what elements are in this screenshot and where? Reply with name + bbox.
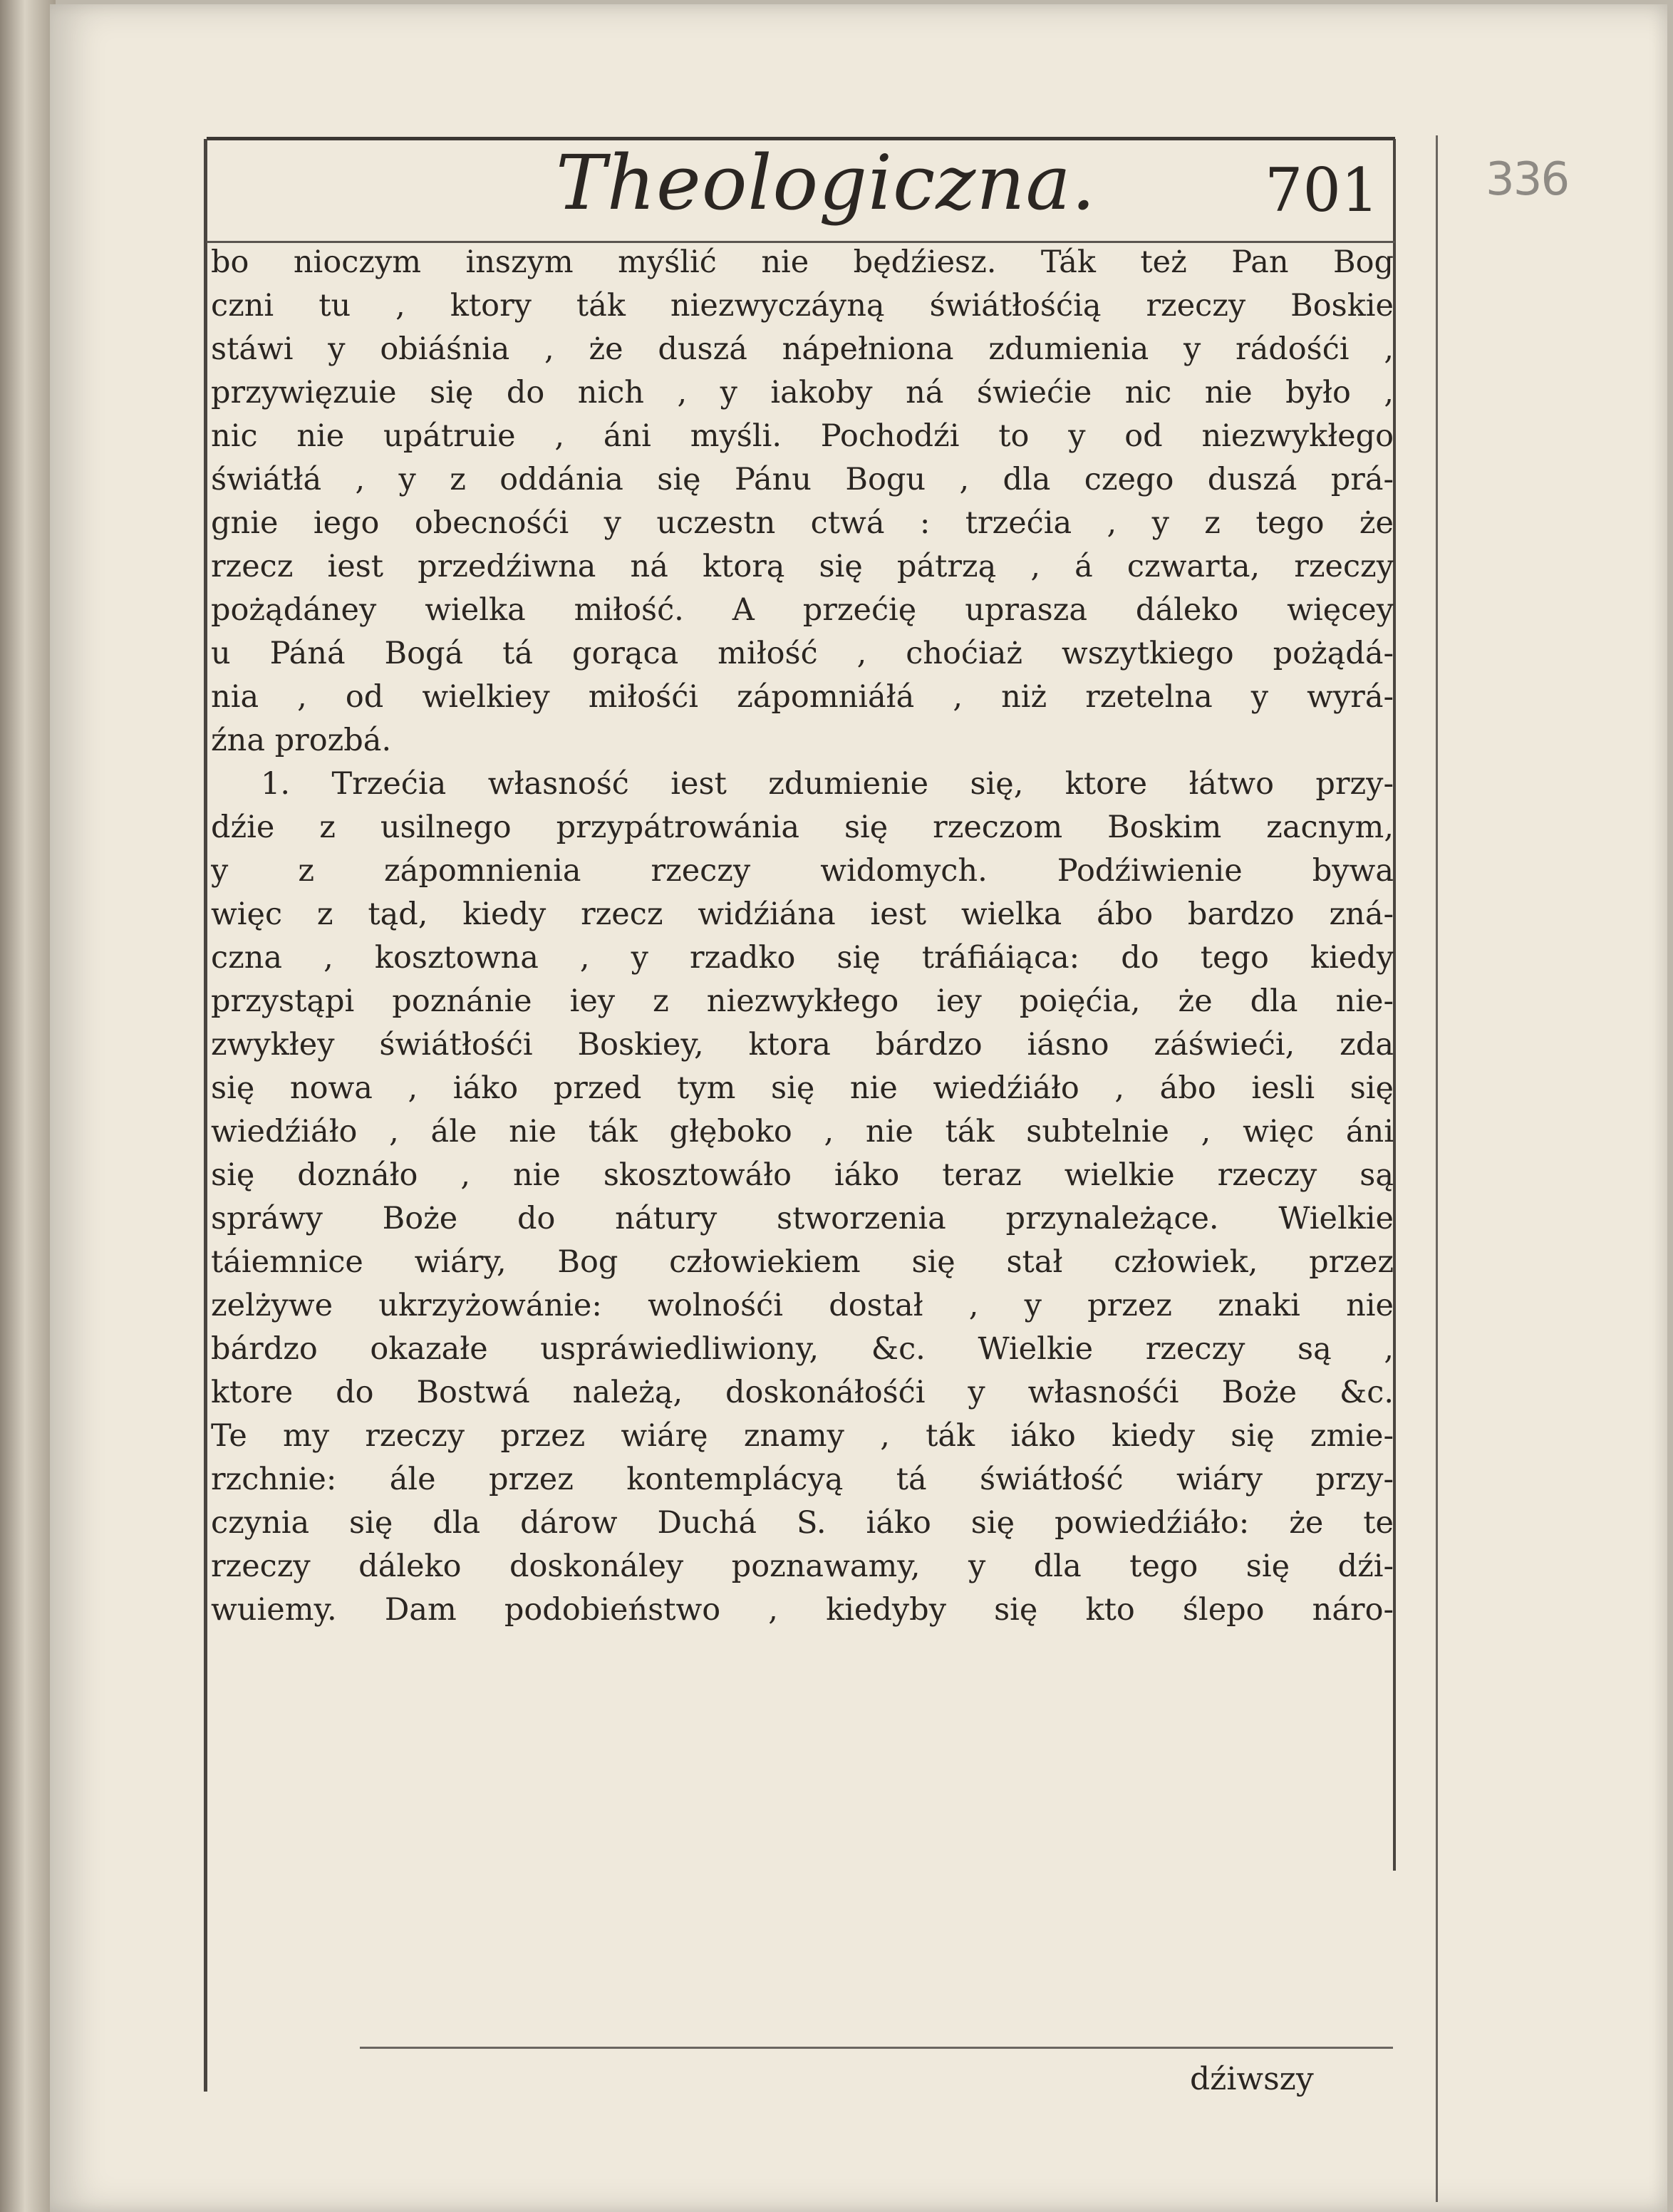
text-line: przywięzuie się do nich , y iakoby ná świećie nic nie było , [211,375,1394,410]
text-line: zelżywe ukrzyżowánie: wolnośći dostał , y przez znaki nie [211,1288,1394,1323]
text-line: się doznáło , nie skosztowáło iáko teraz wielkie rzeczy są [211,1157,1394,1193]
text-line: wiedźiáło , ále nie ták głęboko , nie ták subtelnie , więc áni [211,1114,1394,1149]
text-line: czni tu , ktory ták niezwyczáyną świátłośćią rzeczy Boskie [211,288,1394,324]
text-line: przystąpi poznánie iey z niezwykłego iey poięćia, że dla nie- [211,983,1394,1019]
text-line: stáwi y obiáśnia , że duszá nápełniona zdumienia y rádośći , [211,331,1394,367]
text-line: rzeczy dáleko doskonáley poznawamy, y dla tego się dźi- [211,1549,1394,1584]
pencil-folio-number: 336 [1486,153,1569,206]
text-line: rzecz iest przedźiwna ná ktorą się pátrzą , á czwarta, rzeczy [211,549,1394,584]
text-line: czynia się dla dárow Duchá S. iáko się powiedźiáło: że te [211,1505,1394,1541]
text-line: czna , kosztowna , y rzadko się tráfiáiąca: do tego kiedy [211,940,1394,976]
text-line: bárdzo okazałe uspráwiedliwiony, &c. Wielkie rzeczy są , [211,1331,1394,1367]
text-line: táiemnice wiáry, Bog człowiekiem się stał człowiek, przez [211,1244,1394,1280]
text-line: zwykłey świátłośći Boskiey, ktora bárdzo iásno záświeći, zda [211,1027,1394,1063]
page-number: 701 [1265,155,1379,225]
left-page-edge [0,0,56,2212]
text-line: źna prozbá. [211,723,392,758]
text-line: rzchnie: ále przez kontemplácyą tá świátłość wiáry przy- [211,1462,1394,1497]
catchword: dźiwszy [1190,2061,1314,2097]
text-line: u Páná Bogá tá gorąca miłość , choćiaż wszytkiego pożądá- [211,636,1394,671]
text-line: więc z tąd, kiedy rzecz widźiána iest wielka ábo bardzo zná- [211,896,1394,932]
text-line: wuiemy. Dam podobieństwo , kiedyby się kto ślepo náro- [211,1592,1394,1628]
text-line: pożądáney wielka miłość. A przećię uprasza dáleko więcey [211,592,1394,628]
text-line: świátłá , y z oddánia się Pánu Bogu , dla czego duszá prá- [211,462,1394,497]
bottom-rule [360,2047,1393,2049]
text-line: bo nioczym inszym myślić nie będźiesz. Ták też Pan Bog [211,244,1394,280]
body-text [211,241,1394,1632]
running-title: Theologiczna. [556,139,1097,227]
text-line: nia , od wielkiey miłośći zápomniáłá , niż rzetelna y wyrá- [211,679,1394,715]
text-line: 1. Trzećia własność iest zdumienie się, ktore łátwo przy- [261,766,1394,802]
text-line: nic nie upátruie , áni myśli. Pochodźi to y od niezwykłego [211,418,1394,454]
text-line: dźie z usilnego przypátrowánia się rzeczom Boskim zacnym, [211,810,1394,845]
text-line: Te my rzeczy przez wiárę znamy , ták iáko kiedy się zmie- [211,1418,1394,1454]
outer-margin-rule [1436,135,1438,2202]
text-line: ktore do Bostwá należą, doskonáłośći y własnośći Boże &c. [211,1375,1394,1410]
text-line: spráwy Boże do nátury stworzenia przynależące. Wielkie [211,1201,1394,1236]
text-line: się nowa , iáko przed tym się nie wiedźiáło , ábo iesli się [211,1070,1394,1106]
text-line: gnie iego obecnośći y uczestn ctwá : trzećia , y z tego że [211,505,1394,541]
left-frame-rule [204,139,207,2092]
text-line: y z zápomnienia rzeczy widomych. Podźiwienie bywa [211,853,1394,889]
